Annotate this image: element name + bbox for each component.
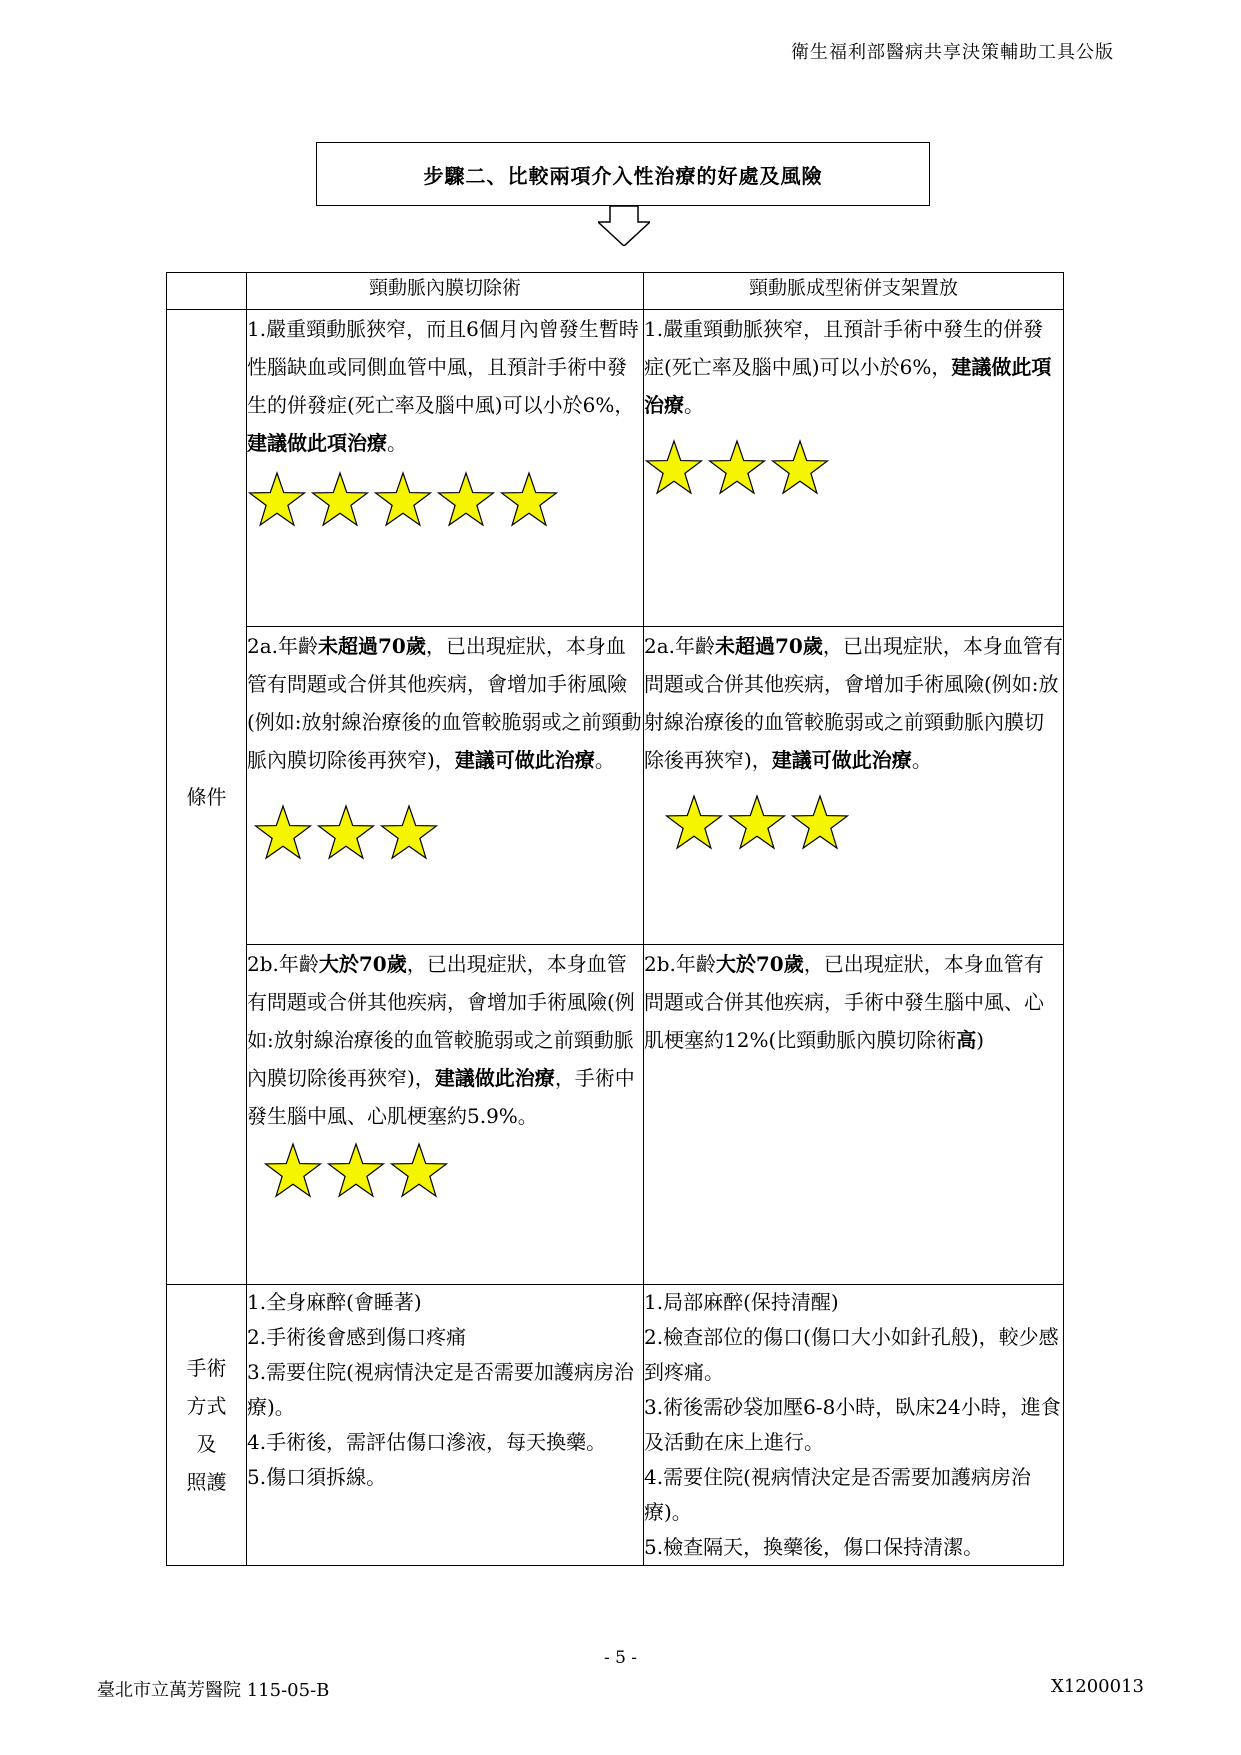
star-icon [436,470,496,530]
star-icon [499,470,559,530]
star-icon [389,1141,449,1201]
document-header: 衛生福利部醫病共享決策輔助工具公版 [791,42,1114,63]
down-arrow-icon [598,206,650,246]
list-item: 4.手術後，需評估傷口滲液，每天換藥。 [247,1430,607,1454]
cell-b1: 1.嚴重頸動脈狹窄，且預計手術中發生的併發症(死亡率及腦中風)可以小於6%，建議做此項治療。 [644,310,1064,627]
col-header-stenting: 頸動脈成型術併支架置放 [644,273,1064,310]
list-item: 1.全身麻醉(會睡著) [247,1290,422,1314]
cell-b3 [644,1285,1064,1566]
footer-code: X1200013 [1051,1676,1144,1697]
star-icon [379,803,439,863]
list-item: 4.需要住院(視病情決定是否需要加護病房治療)。 [644,1465,1031,1524]
list-item: 2.手術後會感到傷口疼痛 [247,1325,467,1349]
star-icon [644,438,704,498]
cell-b2b: 2b.年齡大於70歲，已出現症狀，本身血管有問題或合併其他疾病，手術中發生腦中風、心肌梗塞約12%(比頸動脈內膜切除術高) [644,945,1064,1285]
list-item: 3.術後需砂袋加壓6-8小時，臥床24小時，進食及活動在床上進行。 [644,1395,1061,1454]
star-icon [326,1141,386,1201]
rating-stars [263,1141,643,1201]
row-label-procedure-care: 手術 方式 及 照護 [167,1285,247,1566]
star-icon [707,438,767,498]
page-number: - 5 - [603,1648,638,1668]
row-label-conditions: 條件 [167,310,247,1285]
cell-a2a: 2a.年齡未超過70歲，已出現症狀，本身血管有問題或合併其他疾病，會增加手術風險(例如:放射線治療後的血管較脆弱或之前頸動脈內膜切除後再狹窄)，建議可做此治療。 [247,627,644,945]
list-item: 5.檢查隔天，換藥後，傷口保持清潔。 [644,1535,984,1559]
list-item: 3.需要住院(視病情決定是否需要加護病房治療)。 [247,1360,634,1419]
footer-hospital: 臺北市立萬芳醫院 115-05-B [97,1680,330,1701]
step-title-box [316,142,930,206]
list-item: 1.局部麻醉(保持清醒) [644,1290,839,1314]
star-icon [770,438,830,498]
star-icon [373,470,433,530]
list-item: 2.檢查部位的傷口(傷口大小如針孔般)，較少感到疼痛。 [644,1325,1059,1384]
star-icon [790,793,850,853]
rating-stars [247,470,643,530]
cell-a1: 1.嚴重頸動脈狹窄，而且6個月內曾發生暫時性腦缺血或同側血管中風，且預計手術中發生的併發症(死亡率及腦中風)可以小於6%，建議做此項治療。 [247,310,644,627]
rating-stars [253,803,643,863]
cell-a3 [247,1285,644,1566]
cell-a2b: 2b.年齡大於70歲，已出現症狀，本身血管有問題或合併其他疾病，會增加手術風險(例如:放射線治療後的血管較脆弱或之前頸動脈內膜切除後再狹窄)，建議做此治療，手術中發生腦中風、心肌梗塞約5.9%。 [247,945,644,1285]
rating-stars [644,438,1063,498]
step-title: 步驟二、比較兩項介入性治療的好處及風險 [423,163,823,188]
rating-stars [664,793,1063,853]
star-icon [664,793,724,853]
list-item: 5.傷口須拆線。 [247,1465,387,1489]
comparison-table [166,272,1064,1566]
empty-corner [167,273,247,310]
star-icon [727,793,787,853]
star-icon [263,1141,323,1201]
star-icon [247,470,307,530]
star-icon [253,803,313,863]
star-icon [310,470,370,530]
col-header-endarterectomy: 頸動脈內膜切除術 [247,273,644,310]
cell-b2a: 2a.年齡未超過70歲，已出現症狀，本身血管有問題或合併其他疾病，會增加手術風險(例如:放射線治療後的血管較脆弱或之前頸動脈內膜切除後再狹窄)，建議可做此治療。 [644,627,1064,945]
star-icon [316,803,376,863]
